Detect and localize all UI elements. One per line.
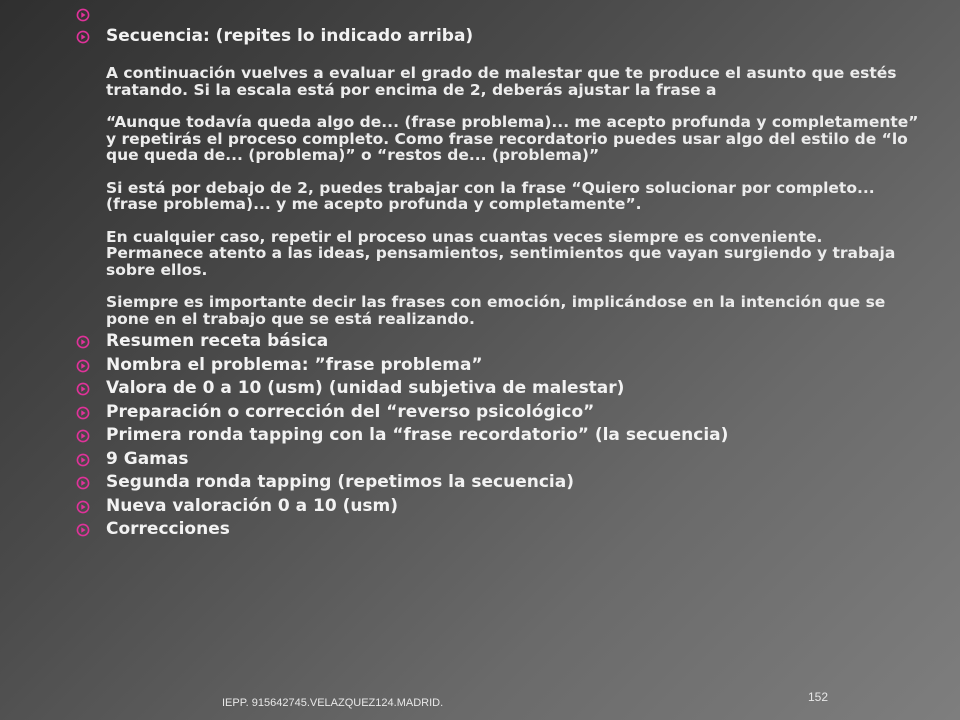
list-item-text: Preparación o corrección del “reverso psicológico” — [106, 401, 595, 422]
paragraph-below-two: Si está por debajo de 2, puedes trabajar con la frase “Quiero solucionar por completo... (frase problema)... y me acepto profunda y completamente”. — [106, 178, 875, 213]
paragraph-evaluate: A continuación vuelves a evaluar el grado de malestar que te produce el asunto que estés tratando. Si la escala está por encima de 2, deberás ajustar la frase a — [106, 64, 897, 99]
empty-bullet-item — [70, 2, 920, 26]
circled-triangle-bullet-icon — [76, 359, 90, 373]
list-item — [70, 424, 920, 448]
list-item — [70, 401, 920, 425]
circled-triangle-bullet-icon — [76, 523, 90, 537]
footer-text: IEPP. 915642745.VELAZQUEZ124.MADRID. — [222, 697, 444, 709]
circled-triangle-bullet-icon — [76, 382, 90, 396]
paragraph-any-case: En cualquier caso, repetir el proceso unas cuantas veces siempre es conveniente. Permanece atento a las ideas, pensamientos, sentimientos que vayan surgiendo y trabaja sobre ellos. — [106, 227, 896, 279]
circled-triangle-bullet-icon — [76, 8, 90, 22]
paragraph-although: “Aunque todavía queda algo de... (frase problema)... me acepto profunda y completamente” y repetirás el proceso completo. Como frase recordatorio puedes usar algo del estilo de “lo que queda de... (problema)” o “restos de... (problema)” — [106, 113, 919, 164]
circled-triangle-bullet-icon — [76, 453, 90, 467]
list-item-text: Valora de 0 a 10 (usm) (unidad subjetiva de malestar) — [106, 378, 625, 398]
circled-triangle-bullet-icon — [76, 429, 90, 443]
list-item-text: Nueva valoración 0 a 10 (usm) — [106, 495, 399, 516]
slide-body — [70, 2, 920, 542]
list-item — [70, 495, 920, 519]
circled-triangle-bullet-icon — [76, 406, 90, 420]
list-item-text: Primera ronda tapping con la “frase recordatorio” (la secuencia) — [106, 425, 729, 445]
list-item — [70, 448, 920, 472]
list-item — [70, 330, 920, 354]
circled-triangle-bullet-icon — [76, 30, 90, 44]
list-item — [70, 354, 920, 378]
circled-triangle-bullet-icon — [76, 500, 90, 514]
list-item — [70, 377, 920, 401]
list-item-text: Resumen receta básica — [106, 331, 329, 351]
list-item-text: 9 Gamas — [106, 448, 189, 469]
paragraph-emotion: Siempre es importante decir las frases con emoción, implicándose en la intención que se pone en el trabajo que se está realizando. — [106, 293, 886, 328]
section-heading: Secuencia: (repites lo indicado arriba) — [106, 26, 474, 46]
circled-triangle-bullet-icon — [76, 476, 90, 490]
list-item — [70, 471, 920, 495]
circled-triangle-bullet-icon — [76, 335, 90, 349]
list-item-text: Segunda ronda tapping (repetimos la secuencia) — [106, 472, 574, 492]
recipe-list — [70, 330, 920, 542]
page-number: 152 — [808, 690, 829, 704]
sequence-section — [70, 26, 920, 327]
list-item — [70, 518, 920, 542]
list-item-text: Correcciones — [106, 519, 230, 539]
list-item-text: Nombra el problema: ”frase problema” — [106, 354, 483, 375]
